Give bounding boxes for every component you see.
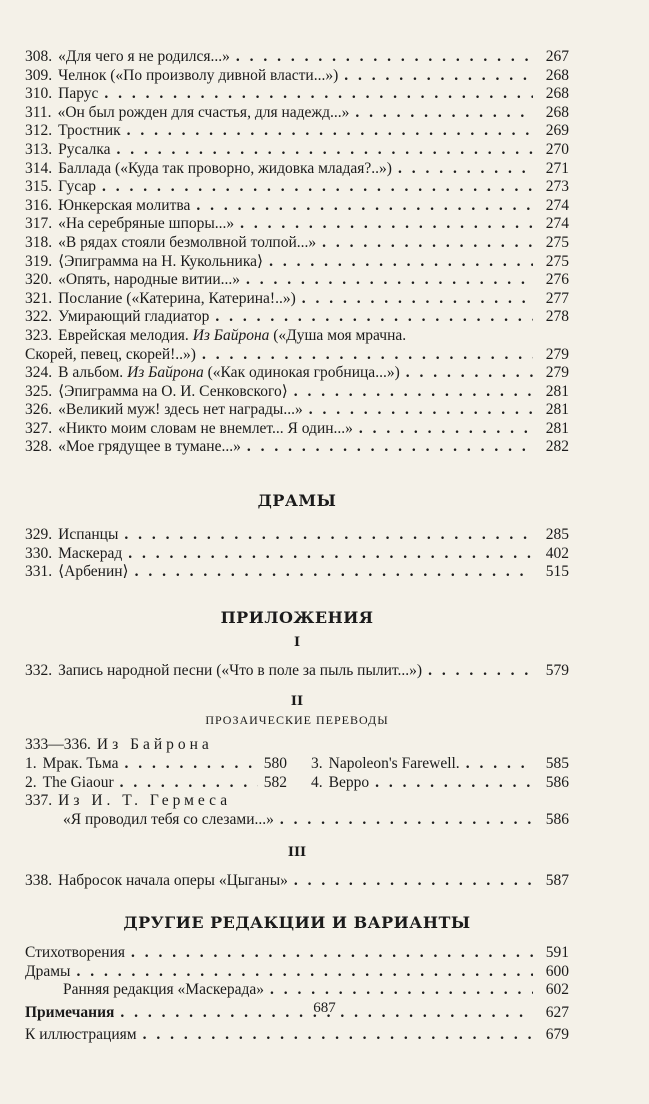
toc-entry-dramas-variants: [25, 963, 569, 982]
entry-page: 679: [545, 1026, 569, 1044]
entry-title: Тростник: [58, 122, 121, 140]
entry-title: Русалка: [58, 140, 111, 158]
entry-page: 515: [545, 563, 569, 581]
section-heading-dramas: ДРАМЫ: [257, 491, 337, 511]
entry-page: 274: [545, 196, 569, 214]
entry-title-part: («Душа моя мрачна.: [273, 326, 407, 344]
dramas-list: [25, 526, 569, 582]
dot-leader: [117, 141, 534, 160]
entry-title-italic: Из Байрона: [127, 364, 204, 382]
part-number-ii: II: [290, 694, 304, 710]
toc-entry: [25, 234, 569, 253]
entry-page: 277: [545, 289, 569, 307]
entry-title: Умирающий гладиатор: [58, 308, 210, 326]
sub-page: 582: [263, 773, 287, 791]
sub-page: 585: [545, 755, 569, 773]
entry-title: К иллюстрациям: [25, 1026, 137, 1044]
entry-number: 308.: [25, 48, 53, 65]
entry-number: 332.: [25, 661, 53, 679]
entry-number: 321.: [25, 289, 53, 307]
toc-entry-333: [25, 736, 569, 755]
entry-title: Испанцы: [58, 526, 119, 544]
entry-page: 273: [545, 178, 569, 196]
entry-title-part: Еврейская мелодия.: [58, 326, 189, 344]
entry-title: «Он был рожден для счастья, для надежд...»: [57, 103, 350, 121]
entry-number: 309.: [25, 66, 53, 84]
dot-leader: [428, 662, 533, 681]
dot-leader: [375, 774, 533, 793]
dot-leader: [196, 197, 533, 216]
entry-page: 402: [545, 544, 569, 562]
entry-page: 275: [545, 252, 569, 270]
toc-entry-338: [25, 872, 569, 891]
entry-title: «Для чего я не родился...»: [58, 48, 230, 65]
entry-number: 324.: [25, 364, 53, 382]
entry-page: 267: [545, 48, 569, 65]
dot-leader: [355, 104, 533, 123]
entry-title: «Великий муж! здесь нет награды...»: [58, 401, 303, 419]
sub-page: 586: [545, 773, 569, 791]
entry-number: 331.: [25, 563, 53, 581]
entry-page: 579: [545, 661, 569, 679]
entry-number: 322.: [25, 308, 53, 326]
entry-number: 311.: [25, 103, 52, 121]
sub-title: Мрак. Тьма: [42, 755, 119, 773]
entry-page: 602: [545, 981, 569, 999]
entry-title: Набросок начала оперы «Цыганы»: [58, 872, 288, 890]
dot-leader: [280, 811, 533, 830]
entry-number: 318.: [25, 233, 53, 251]
table-of-contents: [25, 48, 569, 1045]
entry-title: «Я проводил тебя со слезами...»: [63, 810, 274, 828]
entry-title: Стихотворения: [25, 944, 125, 961]
entry-title: Парус: [58, 85, 99, 103]
dot-leader: [247, 438, 533, 457]
entry-page: 279: [545, 345, 569, 363]
toc-entry: [25, 141, 569, 160]
toc-entry: [25, 197, 569, 216]
entry-number: 310.: [25, 85, 53, 103]
entry-title: Ранняя редакция «Маскерада»: [63, 981, 265, 999]
toc-entry-337-title: [25, 811, 569, 830]
dot-leader: [269, 253, 533, 272]
toc-entry-337: [25, 792, 569, 811]
dot-leader: [124, 526, 533, 545]
toc-entry: [25, 438, 569, 457]
page-number: 687: [313, 1000, 336, 1016]
poems-list-2: [25, 383, 569, 457]
dot-leader: [294, 872, 533, 891]
dot-leader: [246, 271, 533, 290]
entry-number: 337.: [25, 792, 53, 810]
entry-page: 587: [545, 872, 569, 890]
entry-title: «В рядах стояли безмолвной толпой...»: [58, 233, 317, 251]
entry-title: «Опять, народные витии...»: [58, 271, 241, 289]
toc-entry: [25, 215, 569, 234]
toc-entry: [25, 48, 569, 67]
dot-leader: [120, 774, 258, 793]
section-heading-appendix: ПРИЛОЖЕНИЯ: [220, 607, 374, 627]
entry-title: Драмы: [25, 962, 71, 980]
toc-entry: [25, 122, 569, 141]
entry-title: Послание («Катерина, Катерина!..»): [58, 289, 296, 307]
sub-number: 2.: [25, 773, 37, 791]
entry-title: ⟨Эпиграмма на Н. Кукольника⟩: [58, 252, 264, 270]
entry-title: Из Байрона: [96, 736, 213, 754]
entry-number: 330.: [25, 544, 53, 562]
toc-entry-poems-variants: [25, 944, 569, 963]
toc-entry-323: [25, 327, 569, 346]
toc-entry: [25, 308, 569, 327]
toc-entry-323-continued: [25, 346, 569, 365]
entry-title: Юнкерская молитва: [58, 196, 191, 214]
toc-entry: [25, 85, 569, 104]
entry-page: 281: [545, 419, 569, 437]
dot-leader: [309, 401, 533, 420]
toc-entry-332: [25, 662, 569, 681]
entry-number: 313.: [25, 140, 53, 158]
toc-entry: [25, 383, 569, 402]
entry-title-continued: Скорей, певец, скорей!..»): [25, 345, 196, 363]
entry-page: 278: [545, 308, 569, 326]
entry-number: 317.: [25, 215, 53, 233]
dot-leader: [76, 963, 533, 982]
sub-number: 4.: [311, 773, 323, 791]
toc-entry: [25, 290, 569, 309]
dot-leader: [240, 215, 533, 234]
entry-title: ⟨Арбенин⟩: [58, 563, 129, 581]
entry-number: 312.: [25, 122, 53, 140]
entry-title: Челнок («По произволу дивной власти...»): [58, 66, 339, 84]
entry-page: 285: [545, 526, 569, 544]
entry-page: 271: [545, 159, 569, 177]
entry-number: 316.: [25, 196, 53, 214]
entry-title: ⟨Эпиграмма на О. И. Сенковского⟩: [58, 382, 288, 400]
toc-entry: [25, 271, 569, 290]
toc-entry: [25, 178, 569, 197]
byron-row-2: [25, 774, 569, 793]
dot-leader: [406, 364, 533, 383]
entry-title: Запись народной песни («Что в поле за пыль пылит...»): [58, 661, 423, 679]
entry-number: 333—336.: [25, 736, 91, 754]
entry-number: 329.: [25, 526, 53, 544]
entry-number: 319.: [25, 252, 53, 270]
dot-leader: [143, 1026, 533, 1045]
sub-page: 580: [263, 755, 287, 773]
entry-title: «Никто моим словам не внемлет... Я один...»: [58, 419, 353, 437]
dot-leader: [398, 160, 533, 179]
entry-page: 279: [545, 364, 569, 382]
dot-leader: [124, 755, 257, 774]
section-heading-variants: ДРУГИЕ РЕДАКЦИИ И ВАРИАНТЫ: [123, 913, 471, 932]
entry-page: 281: [545, 401, 569, 419]
dot-leader: [127, 122, 533, 141]
sub-title: Beppo: [328, 773, 370, 791]
entry-page: 269: [545, 122, 569, 140]
entry-page: 268: [545, 103, 569, 121]
dot-leader: [359, 420, 533, 439]
entry-page: 275: [545, 233, 569, 251]
toc-entry-masquerade-early: [25, 981, 569, 1000]
entry-page: 282: [545, 438, 569, 456]
toc-entry: [25, 160, 569, 179]
dot-leader: [322, 234, 533, 253]
toc-entry: [25, 253, 569, 272]
entry-page: 600: [545, 962, 569, 980]
dot-leader: [135, 563, 533, 582]
entry-page: 591: [545, 944, 569, 961]
entry-title: Гусар: [58, 178, 96, 196]
entry-author: Из И. Т. Гермеса: [58, 792, 232, 810]
part-subtitle: ПРОЗАИЧЕСКИЕ ПЕРЕВОДЫ: [205, 713, 389, 728]
entry-number: 325.: [25, 382, 53, 400]
entry-number: 323.: [25, 326, 53, 344]
entry-number: 320.: [25, 271, 53, 289]
dot-leader: [202, 346, 533, 365]
dot-leader: [466, 755, 533, 774]
entry-number: 338.: [25, 872, 53, 890]
dot-leader: [294, 383, 533, 402]
entry-title: Баллада («Куда так проворно, жидовка младая?..»): [58, 159, 392, 177]
dot-leader: [104, 85, 533, 104]
byron-row-1: [25, 755, 569, 774]
toc-entry: [25, 401, 569, 420]
poems-list: [25, 48, 569, 327]
entry-page: 274: [545, 215, 569, 233]
sub-number: 1.: [25, 755, 37, 773]
entry-page: 270: [545, 140, 569, 158]
entry-page: 627: [545, 1003, 569, 1021]
entry-page: 586: [545, 810, 569, 828]
entry-title: Примечания: [25, 1003, 115, 1021]
entry-title-part: В альбом.: [58, 364, 124, 382]
dot-leader: [270, 981, 533, 1000]
dot-leader: [128, 545, 533, 564]
toc-entry: [25, 104, 569, 123]
entry-title: Маскерад: [58, 544, 123, 562]
entry-title: «На серебряные шпоры...»: [58, 215, 235, 233]
toc-entry-illustrations: [25, 1026, 569, 1045]
entry-number: 326.: [25, 401, 53, 419]
dot-leader: [344, 67, 533, 86]
entry-number: 328.: [25, 438, 53, 456]
toc-entry: [25, 526, 569, 545]
sub-number: 3.: [311, 755, 323, 773]
entry-number: 327.: [25, 419, 53, 437]
entry-page: 268: [545, 85, 569, 103]
dot-leader: [131, 944, 533, 963]
part-number-i: I: [293, 634, 301, 650]
toc-entry: [25, 67, 569, 86]
entry-title-italic: Из Байрона: [192, 326, 270, 344]
dot-leader: [215, 308, 533, 327]
entry-number: 315.: [25, 178, 53, 196]
entry-page: 281: [545, 382, 569, 400]
sub-title: The Giaour: [42, 773, 114, 791]
entry-number: 314.: [25, 159, 53, 177]
entry-title-part: («Как одинокая гробница...»): [207, 364, 400, 382]
toc-entry-324: [25, 364, 569, 383]
part-number-iii: III: [287, 845, 307, 861]
entry-title: «Мое грядущее в тумане...»: [58, 438, 241, 456]
entry-page: 276: [545, 271, 569, 289]
entry-page: 268: [545, 66, 569, 84]
dot-leader: [302, 290, 533, 309]
toc-entry: [25, 563, 569, 582]
dot-leader: [102, 178, 533, 197]
toc-entry: [25, 420, 569, 439]
toc-entry: [25, 545, 569, 564]
sub-title: Napoleon's Farewell.: [328, 755, 460, 773]
dot-leader: [236, 48, 533, 67]
